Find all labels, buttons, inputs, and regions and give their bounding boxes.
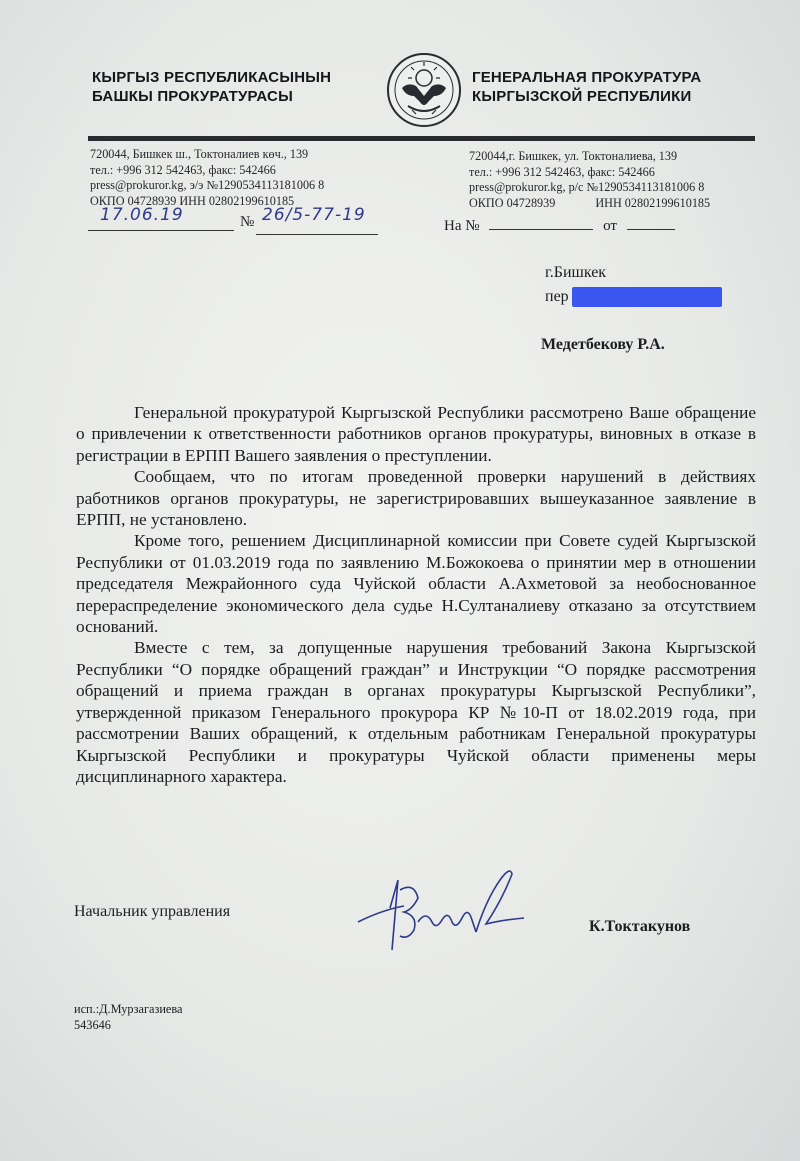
- address-right-line4: [469, 196, 710, 212]
- header-left: [92, 68, 331, 106]
- ref-number-label: №: [240, 214, 255, 230]
- address-right-okpo: ОКПО 04728939: [469, 195, 556, 210]
- executor-phone: 543646: [74, 1018, 111, 1032]
- address-left-line4: ОКПО 04728939 ИНН 02802199610185: [90, 193, 295, 208]
- recipient-city: г.Бишкек: [545, 264, 607, 281]
- address-right: [469, 149, 710, 211]
- address-right-line1: 720044,г. Бишкек, ул. Токтоналиева, 139: [469, 149, 678, 163]
- body-paragraph-2: Сообщаем, что по итогам проведенной проверки нарушений в действиях работников органов прокуратуры, не зарегистрировавших вышеуказанное заявление в ЕРПП, не установлено.: [76, 467, 756, 530]
- incoming-date-label: от: [603, 218, 617, 234]
- signatory-name: К.Токтакунов: [589, 918, 691, 935]
- header-right: [472, 68, 701, 106]
- executor-info: [74, 1001, 182, 1033]
- address-left-line3: press@prokuror.kg, э/э №1290534113181006 8: [90, 178, 325, 192]
- header-left-line2: БАШКЫ ПРОКУРАТУРАСЫ: [92, 88, 293, 105]
- signatory-title: Начальник управления: [74, 903, 231, 920]
- handwritten-date: 17.06.19: [100, 205, 184, 225]
- address-left-line2: тел.: +996 312 542463, факс: 542466: [90, 162, 276, 177]
- ref-number-underline: [256, 234, 378, 235]
- header-rule: [88, 136, 755, 141]
- address-left-line1: 720044, Бишкек ш., Токтоналиев көч., 139: [90, 147, 309, 161]
- address-right-line2: тел.: +996 312 542463, факс: 542466: [469, 164, 655, 179]
- header-right-line2: КЫРГЫЗСКОЙ РЕСПУБЛИКИ: [472, 88, 692, 105]
- date-underline: [88, 230, 234, 231]
- recipient-name: Медетбекову Р.А.: [541, 336, 665, 353]
- state-emblem-icon: [386, 52, 462, 128]
- header-right-line1: ГЕНЕРАЛЬНАЯ ПРОКУРАТУРА: [472, 69, 702, 86]
- body-paragraph-4: Вместе с тем, за допущенные нарушения требований Закона Кыргызской Республики “О порядке обращений граждан” и Инструкции “О порядке рассмотрения обращений и приема граждан в органах прокуратуры Кыргызской Республики”, утвержденной приказом Генерального прокурора КР №10-П от 18.02.2019 года, при рассмотрении Ваших обращений, к отдельным работникам Генеральной прокуратуры Кыргызской Республики и прокуратуры Чуйской области применены меры дисциплинарного характера.: [76, 638, 756, 786]
- incoming-date-blank: [627, 229, 675, 230]
- handwritten-signature: [352, 860, 528, 952]
- incoming-ref-label: На №: [444, 218, 480, 234]
- letter-body: [76, 402, 756, 787]
- body-paragraph-1: Генеральной прокуратурой Кыргызской Республики рассмотрено Ваше обращение о привлечении к ответственности работников органов прокуратуры, виновных в отказе в регистрации в ЕРПП Вашего заявления о преступлении.: [76, 403, 756, 465]
- address-redaction: [572, 287, 722, 307]
- incoming-number-blank: [489, 229, 593, 230]
- executor-name: исп.:Д.Мурзагазиева: [74, 1002, 183, 1016]
- handwritten-ref-number: 26/5-77-19: [262, 205, 366, 225]
- header-left-line1: КЫРГЫЗ РЕСПУБЛИКАСЫНЫН: [92, 69, 332, 86]
- recipient-lane-prefix: пер: [545, 288, 569, 305]
- address-right-inn: ИНН 02802199610185: [595, 195, 711, 210]
- body-paragraph-3: Кроме того, решением Дисциплинарной комиссии при Совете судей Кыргызской Республики от 01.03.2019 года по заявлению М.Божокоева о принятии мер в отношении председателя Межрайонного суда Чуйской области А.Ахметовой за необоснованное перераспределение экономического дела судье Н.Султаналиеву отказано за отсутствием оснований.: [76, 531, 756, 637]
- address-right-line3: press@prokuror.kg, р/с №1290534113181006 8: [469, 180, 705, 194]
- address-left: [90, 147, 324, 209]
- incoming-ref: [444, 218, 675, 235]
